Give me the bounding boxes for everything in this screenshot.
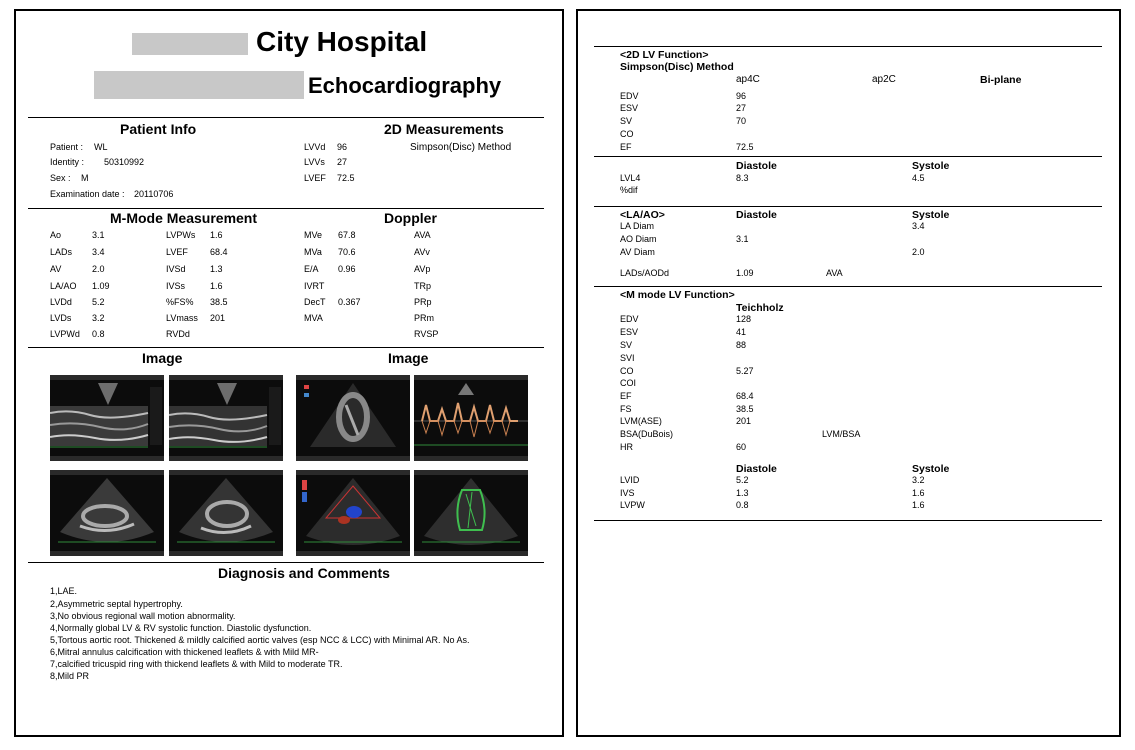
mmode-lv-value: 68.4 (736, 391, 754, 401)
measurements-2d-heading: 2D Measurements (384, 121, 504, 137)
lvl-diastole: 8.3 (736, 173, 749, 183)
lv2d-label: SV (620, 116, 633, 126)
mmode-lv-label: ESV (620, 327, 639, 337)
mmode-label: LVPWs (166, 230, 196, 240)
echo-image-mmode (50, 375, 164, 461)
laao-label: LA Diam (620, 221, 655, 231)
patient-info-heading: Patient Info (120, 121, 197, 137)
mmode-lv-value: 60 (736, 442, 747, 452)
walls-label: IVS (620, 488, 635, 498)
divider (28, 117, 544, 118)
divider (594, 286, 1102, 287)
lv2d-label: CO (620, 129, 634, 139)
mmode-lv-value: 38.5 (736, 404, 754, 414)
diagnosis-line: 7,calcified tricuspid ring with thickend leaflets & with Mild to moderate TR. (50, 659, 343, 669)
walls-diastole: 0.8 (736, 500, 749, 510)
mmode-label: LVDd (50, 297, 72, 307)
doppler-value: 70.6 (338, 247, 356, 257)
diagnosis-line: 1,LAE. (50, 586, 78, 596)
diagnosis-line: 3,No obvious regional wall motion abnormality. (50, 611, 236, 621)
laao-systole: 2.0 (912, 247, 925, 257)
mmode-label: LVEF (166, 247, 188, 257)
identity-value: 50310992 (104, 157, 145, 167)
mmode-value: 3.4 (92, 247, 105, 257)
mmode-lv-label: COI (620, 378, 637, 388)
laao-diastole: 3.1 (736, 234, 749, 244)
mmode-label: LADs (50, 247, 73, 257)
walls-diastole: 1.3 (736, 488, 749, 498)
lvvs-label: LVVs (304, 157, 325, 167)
mmode-value: 3.1 (92, 230, 105, 240)
mmode-label: LA/AO (50, 281, 77, 291)
laao-systole: 3.4 (912, 221, 925, 231)
lv2d-col-ap4c: ap4C (736, 74, 760, 85)
doppler-label: AVv (414, 247, 430, 257)
divider (28, 562, 544, 563)
mmode-lv-label: EF (620, 391, 632, 401)
lvl-label: %dif (620, 185, 638, 195)
mmode-lv-lvm-bsa: LVM/BSA (822, 429, 861, 439)
laao-ratio-label: LADs/AODd (620, 268, 670, 278)
mmode-value: 3.2 (92, 313, 105, 323)
doppler-label: PRm (414, 313, 434, 323)
mmode-label: LVmass (166, 313, 198, 323)
divider (594, 46, 1102, 47)
mmode-lv-label: BSA(DuBois) (620, 429, 674, 439)
lvl-systole-header: Systole (912, 160, 950, 172)
walls-diastole: 5.2 (736, 475, 749, 485)
diagnosis-line: 6,Mitral annulus calcification with thickened leaflets & with Mild MR- (50, 647, 319, 657)
lv2d-value: 72.5 (736, 142, 754, 152)
redacted-block (94, 71, 304, 99)
diagnosis-heading: Diagnosis and Comments (218, 565, 390, 581)
measurements-2d-method: Simpson(Disc) Method (410, 142, 512, 153)
laao-diastole-header: Diastole (736, 209, 777, 221)
report-page-2 (576, 9, 1121, 737)
patient-label: Patient : (50, 142, 84, 152)
hospital-name: City Hospital (256, 26, 428, 57)
lv2d-col-ap2c: ap2C (872, 74, 896, 85)
mmode-lv-value: 5.27 (736, 366, 754, 376)
mmode-label: RVDd (166, 329, 190, 339)
diagnosis-line: 8,Mild PR (50, 671, 90, 681)
echo-image-2d (169, 470, 283, 556)
image-heading-right: Image (388, 350, 429, 366)
echo-image-color-doppler (296, 470, 410, 556)
doppler-heading: Doppler (384, 210, 437, 226)
mmode-value: 68.4 (210, 247, 228, 257)
divider (594, 156, 1102, 157)
lv2d-method: Simpson(Disc) Method (620, 61, 734, 73)
exam-date-label: Examination date : (50, 189, 125, 199)
mmode-lv-label: SVI (620, 353, 635, 363)
lvvd-label: LVVd (304, 142, 326, 152)
doppler-label: TRp (414, 281, 432, 291)
report-title: Echocardiography (308, 73, 502, 98)
echo-image-2d (50, 470, 164, 556)
mmode-label: LVPWd (50, 329, 80, 339)
walls-diastole-header: Diastole (736, 463, 777, 475)
doppler-label: MVA (304, 313, 323, 323)
report-page-1 (14, 9, 564, 737)
lv2d-label: EDV (620, 91, 639, 101)
lv2d-label: ESV (620, 103, 639, 113)
laao-label: AV Diam (620, 247, 655, 257)
lv2d-value: 96 (736, 91, 747, 101)
lv2d-value: 70 (736, 116, 747, 126)
laao-ava-label: AVA (826, 268, 843, 278)
mmode-lv-label: HR (620, 442, 633, 452)
mmode-lv-label: SV (620, 340, 633, 350)
doppler-value: 0.367 (338, 297, 361, 307)
echo-image-2d (414, 470, 528, 556)
diagnosis-line: 5,Tortous aortic root. Thickened & mildly calcified aortic valves (esp NCC & LCC) with Minimal AR. No As. (50, 635, 470, 645)
mmode-label: IVSd (166, 264, 186, 274)
echo-image-mmode (169, 375, 283, 461)
doppler-label: AVA (414, 230, 431, 240)
mmode-lv-value: 201 (736, 416, 752, 426)
walls-systole: 3.2 (912, 475, 925, 485)
mmode-value: 0.8 (92, 329, 105, 339)
divider (594, 520, 1102, 521)
echo-image-doppler (414, 375, 528, 461)
doppler-label: IVRT (304, 281, 325, 291)
mmode-lv-label: EDV (620, 314, 639, 324)
laao-systole-header: Systole (912, 209, 950, 221)
mmode-value: 1.6 (210, 230, 223, 240)
image-heading-left: Image (142, 350, 183, 366)
lv2d-label: EF (620, 142, 632, 152)
lvvd-value: 96 (337, 142, 348, 152)
divider (28, 347, 544, 348)
laao-heading: <LA/AO> (620, 209, 665, 221)
mmode-value: 201 (210, 313, 226, 323)
mmode-value: 1.3 (210, 264, 223, 274)
lv2d-col-biplane: Bi-plane (980, 74, 1022, 86)
diagnosis-line: 4,Normally global LV & RV systolic function. Diastolic dysfunction. (50, 623, 312, 633)
mmode-lv-value: 41 (736, 327, 747, 337)
walls-systole: 1.6 (912, 500, 925, 510)
doppler-label: E/A (304, 264, 319, 274)
doppler-label: MVa (304, 247, 322, 257)
lvef-value: 72.5 (337, 173, 355, 183)
mmode-value: 2.0 (92, 264, 105, 274)
redacted-block (132, 33, 248, 55)
walls-systole: 1.6 (912, 488, 925, 498)
lv2d-value: 27 (736, 103, 747, 113)
lvef-label: LVEF (304, 173, 326, 183)
exam-date-value: 20110706 (134, 189, 174, 199)
sex-value: M (81, 173, 89, 183)
lvvs-value: 27 (337, 157, 348, 167)
doppler-label: RVSP (414, 329, 439, 339)
doppler-label: DecT (304, 297, 326, 307)
mmode-lv-heading: <M mode LV Function> (620, 289, 735, 301)
lv2d-heading: <2D LV Function> (620, 49, 709, 61)
mmode-value: 1.6 (210, 281, 223, 291)
mmode-lv-value: 128 (736, 314, 752, 324)
laao-label: AO Diam (620, 234, 657, 244)
mmode-value: 38.5 (210, 297, 228, 307)
walls-label: LVID (620, 475, 640, 485)
mmode-lv-label: LVM(ASE) (620, 416, 662, 426)
diagnosis-line: 2,Asymmetric septal hypertrophy. (50, 599, 183, 609)
patient-value: WL (94, 142, 108, 152)
lvl-label: LVL4 (620, 173, 641, 183)
sex-label: Sex : (50, 173, 71, 183)
identity-label: Identity : (50, 157, 85, 167)
lvl-systole: 4.5 (912, 173, 925, 183)
mmode-label: LVDs (50, 313, 72, 323)
mmode-lv-method: Teichholz (736, 302, 784, 314)
doppler-label: AVp (414, 264, 431, 274)
doppler-label: PRp (414, 297, 432, 307)
mmode-label: AV (50, 264, 62, 274)
walls-label: LVPW (620, 500, 645, 510)
mmode-label: Ao (50, 230, 62, 240)
doppler-value: 0.96 (338, 264, 356, 274)
mmode-value: 5.2 (92, 297, 105, 307)
divider (594, 206, 1102, 207)
mmode-label: IVSs (166, 281, 186, 291)
mmode-lv-label: FS (620, 404, 632, 414)
mmode-label: %FS% (166, 297, 194, 307)
doppler-label: MVe (304, 230, 323, 240)
mmode-lv-value: 88 (736, 340, 747, 350)
mmode-value: 1.09 (92, 281, 110, 291)
doppler-value: 67.8 (338, 230, 356, 240)
echo-image-2d (296, 375, 410, 461)
laao-ratio-value: 1.09 (736, 268, 754, 278)
lvl-diastole-header: Diastole (736, 160, 777, 172)
walls-systole-header: Systole (912, 463, 950, 475)
mmode-heading: M-Mode Measurement (110, 210, 258, 226)
mmode-lv-label: CO (620, 366, 634, 376)
divider (28, 208, 544, 209)
